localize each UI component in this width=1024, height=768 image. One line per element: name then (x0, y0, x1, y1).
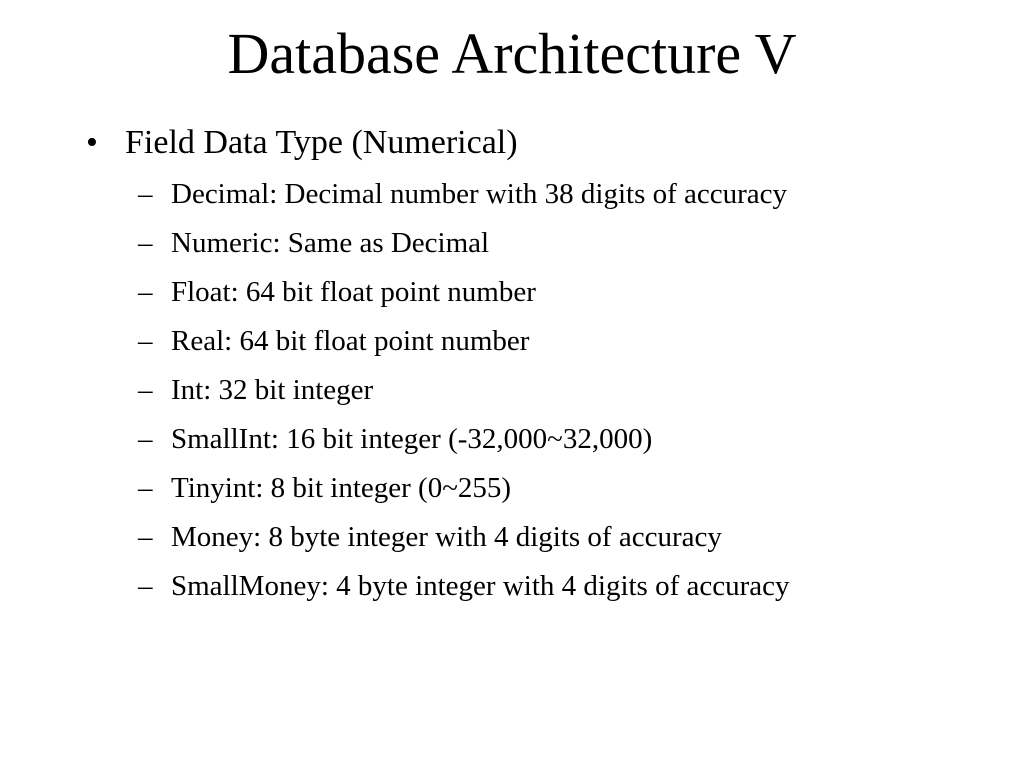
sub-bullet-tinyint (138, 466, 790, 515)
dash-marker: – (138, 374, 153, 406)
bullet-marker: • (86, 124, 98, 161)
sub-bullet-smallmoney (138, 564, 790, 613)
dash-marker: – (138, 276, 153, 308)
sub-bullet-text: Money: 8 byte integer with 4 digits of accuracy (171, 521, 722, 553)
dash-marker: – (138, 570, 153, 602)
sub-bullet-text: SmallInt: 16 bit integer (-32,000~32,000) (171, 423, 653, 455)
sub-bullet-list (138, 172, 790, 613)
sub-bullet-text: Float: 64 bit float point number (171, 276, 536, 308)
sub-bullet-real (138, 319, 790, 368)
sub-bullet-text: SmallMoney: 4 byte integer with 4 digits of accuracy (171, 570, 790, 602)
dash-marker: – (138, 521, 153, 553)
dash-marker: – (138, 423, 153, 455)
sub-bullet-money (138, 515, 790, 564)
sub-bullet-text: Tinyint: 8 bit integer (0~255) (171, 472, 512, 504)
sub-bullet-text: Int: 32 bit integer (171, 374, 374, 406)
bullet-field-data-type (86, 121, 518, 165)
bullet-text: Field Data Type (Numerical) (125, 124, 518, 161)
sub-bullet-decimal (138, 172, 790, 221)
dash-marker: – (138, 472, 153, 504)
dash-marker: – (138, 325, 153, 357)
slide-title: Database Architecture V (227, 21, 797, 86)
sub-bullet-text: Decimal: Decimal number with 38 digits of accuracy (171, 178, 788, 210)
dash-marker: – (138, 178, 153, 210)
sub-bullet-text: Real: 64 bit float point number (171, 325, 530, 357)
dash-marker: – (138, 227, 153, 259)
sub-bullet-smallint (138, 417, 790, 466)
sub-bullet-numeric (138, 221, 790, 270)
sub-bullet-int (138, 368, 790, 417)
sub-bullet-float (138, 270, 790, 319)
sub-bullet-text: Numeric: Same as Decimal (171, 227, 490, 259)
